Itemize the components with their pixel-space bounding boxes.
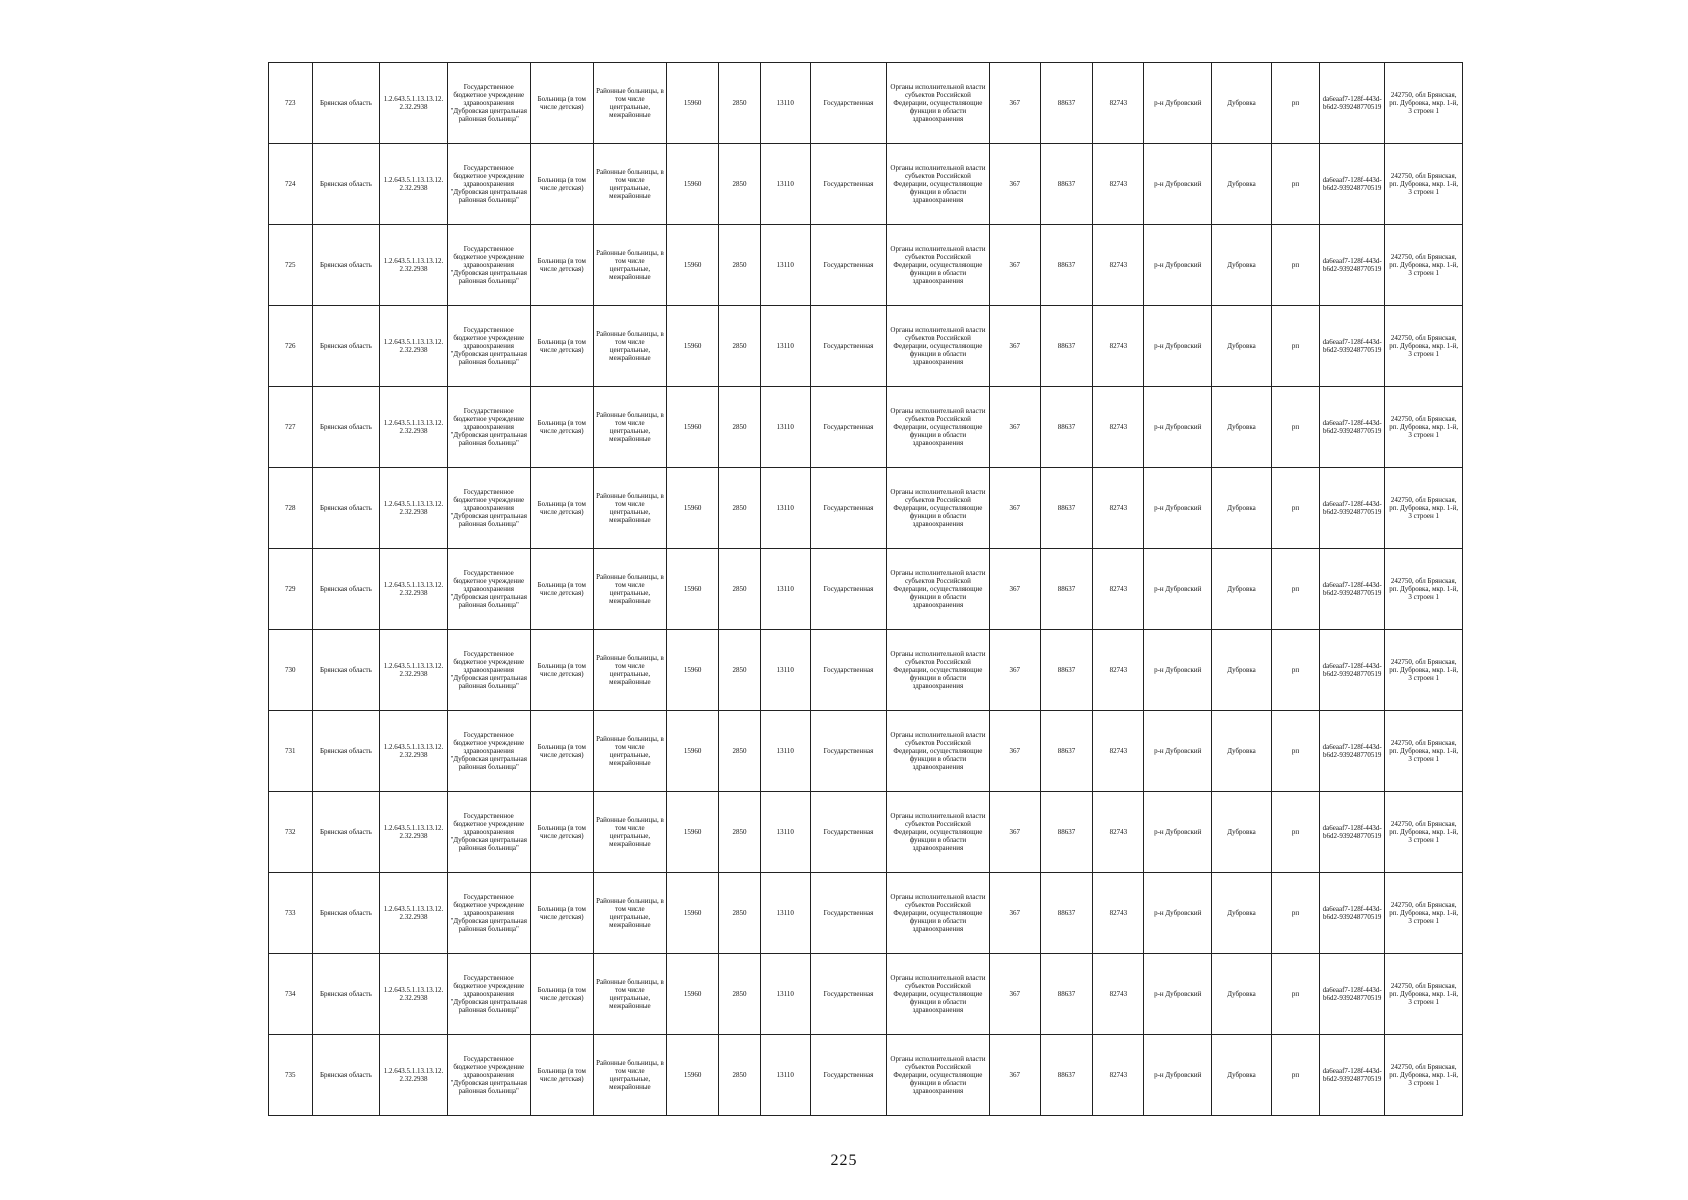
cell-code-a: 367 (989, 225, 1040, 306)
cell-code-b: 88637 (1040, 225, 1092, 306)
cell-code-b: 88637 (1040, 1035, 1092, 1116)
cell-code-c: 82743 (1093, 873, 1144, 954)
cell-row-number: 730 (269, 630, 313, 711)
cell-region: Брянская область (312, 387, 380, 468)
cell-value-a: 2850 (719, 306, 760, 387)
cell-authority: Органы исполнительной власти субъектов Российской Федерации, осуществляющие функции в области здравоохранения (887, 954, 989, 1035)
table-row (269, 306, 1463, 387)
cell-subtype: Районные больницы, в том числе центральные, межрайонные (593, 711, 666, 792)
cell-subtype: Районные больницы, в том числе центральные, межрайонные (593, 387, 666, 468)
cell-type: Больница (в том числе детская) (530, 873, 593, 954)
cell-value-b: 13110 (760, 63, 810, 144)
cell-type: Больница (в том числе детская) (530, 144, 593, 225)
table-row (269, 873, 1463, 954)
cell-guid: da6eaaf7-128f-443d-b6d2-939248770519 (1319, 468, 1384, 549)
cell-settlement-type: рп (1272, 873, 1320, 954)
cell-code-a: 367 (989, 63, 1040, 144)
cell-row-number: 735 (269, 1035, 313, 1116)
cell-code-a: 367 (989, 306, 1040, 387)
cell-guid: da6eaaf7-128f-443d-b6d2-939248770519 (1319, 225, 1384, 306)
cell-oid: 1.2.643.5.1.13.13.12.2.32.2938 (380, 954, 448, 1035)
cell-authority: Органы исполнительной власти субъектов Российской Федерации, осуществляющие функции в области здравоохранения (887, 468, 989, 549)
cell-region: Брянская область (312, 792, 380, 873)
cell-value-b: 13110 (760, 711, 810, 792)
cell-address: 242750, обл Брянская, рп. Дубровка, мкр. 1-й, 3 строен 1 (1385, 387, 1463, 468)
cell-settlement: Дубровка (1212, 792, 1272, 873)
cell-settlement: Дубровка (1212, 954, 1272, 1035)
cell-capacity: 15960 (666, 711, 718, 792)
cell-row-number: 732 (269, 792, 313, 873)
cell-code-c: 82743 (1093, 225, 1144, 306)
cell-region: Брянская область (312, 225, 380, 306)
cell-oid: 1.2.643.5.1.13.13.12.2.32.2938 (380, 1035, 448, 1116)
cell-code-c: 82743 (1093, 711, 1144, 792)
cell-code-c: 82743 (1093, 387, 1144, 468)
cell-district: р-н Дубровский (1144, 873, 1212, 954)
cell-settlement-type: рп (1272, 549, 1320, 630)
cell-code-c: 82743 (1093, 954, 1144, 1035)
cell-address: 242750, обл Брянская, рп. Дубровка, мкр. 1-й, 3 строен 1 (1385, 1035, 1463, 1116)
cell-type: Больница (в том числе детская) (530, 711, 593, 792)
cell-organization: Государственное бюджетное учреждение здравоохранения "Дубровская центральная районная больница" (447, 1035, 530, 1116)
cell-address: 242750, обл Брянская, рп. Дубровка, мкр. 1-й, 3 строен 1 (1385, 549, 1463, 630)
cell-address: 242750, обл Брянская, рп. Дубровка, мкр. 1-й, 3 строен 1 (1385, 468, 1463, 549)
cell-code-c: 82743 (1093, 144, 1144, 225)
cell-authority: Органы исполнительной власти субъектов Российской Федерации, осуществляющие функции в области здравоохранения (887, 144, 989, 225)
cell-code-a: 367 (989, 711, 1040, 792)
cell-type: Больница (в том числе детская) (530, 630, 593, 711)
cell-capacity: 15960 (666, 792, 718, 873)
cell-settlement: Дубровка (1212, 387, 1272, 468)
cell-ownership: Государственная (810, 1035, 886, 1116)
cell-code-a: 367 (989, 468, 1040, 549)
cell-district: р-н Дубровский (1144, 1035, 1212, 1116)
cell-oid: 1.2.643.5.1.13.13.12.2.32.2938 (380, 306, 448, 387)
cell-code-b: 88637 (1040, 63, 1092, 144)
table-row (269, 225, 1463, 306)
cell-code-b: 88637 (1040, 630, 1092, 711)
cell-code-b: 88637 (1040, 711, 1092, 792)
cell-guid: da6eaaf7-128f-443d-b6d2-939248770519 (1319, 873, 1384, 954)
cell-code-a: 367 (989, 144, 1040, 225)
cell-ownership: Государственная (810, 549, 886, 630)
cell-organization: Государственное бюджетное учреждение здравоохранения "Дубровская центральная районная больница" (447, 306, 530, 387)
cell-district: р-н Дубровский (1144, 711, 1212, 792)
cell-code-c: 82743 (1093, 792, 1144, 873)
cell-guid: da6eaaf7-128f-443d-b6d2-939248770519 (1319, 387, 1384, 468)
cell-code-c: 82743 (1093, 549, 1144, 630)
cell-code-b: 88637 (1040, 549, 1092, 630)
cell-guid: da6eaaf7-128f-443d-b6d2-939248770519 (1319, 63, 1384, 144)
cell-value-b: 13110 (760, 549, 810, 630)
cell-settlement: Дубровка (1212, 1035, 1272, 1116)
cell-address: 242750, обл Брянская, рп. Дубровка, мкр. 1-й, 3 строен 1 (1385, 306, 1463, 387)
table-row (269, 711, 1463, 792)
cell-address: 242750, обл Брянская, рп. Дубровка, мкр. 1-й, 3 строен 1 (1385, 63, 1463, 144)
cell-guid: da6eaaf7-128f-443d-b6d2-939248770519 (1319, 711, 1384, 792)
cell-code-b: 88637 (1040, 954, 1092, 1035)
cell-settlement-type: рп (1272, 63, 1320, 144)
cell-code-b: 88637 (1040, 387, 1092, 468)
cell-subtype: Районные больницы, в том числе центральные, межрайонные (593, 225, 666, 306)
cell-code-c: 82743 (1093, 468, 1144, 549)
cell-settlement: Дубровка (1212, 468, 1272, 549)
cell-guid: da6eaaf7-128f-443d-b6d2-939248770519 (1319, 144, 1384, 225)
cell-ownership: Государственная (810, 387, 886, 468)
cell-capacity: 15960 (666, 873, 718, 954)
cell-district: р-н Дубровский (1144, 468, 1212, 549)
cell-organization: Государственное бюджетное учреждение здравоохранения "Дубровская центральная районная больница" (447, 549, 530, 630)
cell-organization: Государственное бюджетное учреждение здравоохранения "Дубровская центральная районная больница" (447, 63, 530, 144)
cell-address: 242750, обл Брянская, рп. Дубровка, мкр. 1-й, 3 строен 1 (1385, 954, 1463, 1035)
cell-type: Больница (в том числе детская) (530, 954, 593, 1035)
cell-type: Больница (в том числе детская) (530, 225, 593, 306)
cell-oid: 1.2.643.5.1.13.13.12.2.32.2938 (380, 144, 448, 225)
cell-row-number: 723 (269, 63, 313, 144)
cell-district: р-н Дубровский (1144, 63, 1212, 144)
table-row (269, 387, 1463, 468)
cell-address: 242750, обл Брянская, рп. Дубровка, мкр. 1-й, 3 строен 1 (1385, 792, 1463, 873)
cell-region: Брянская область (312, 1035, 380, 1116)
cell-region: Брянская область (312, 954, 380, 1035)
cell-region: Брянская область (312, 468, 380, 549)
cell-authority: Органы исполнительной власти субъектов Российской Федерации, осуществляющие функции в области здравоохранения (887, 225, 989, 306)
cell-organization: Государственное бюджетное учреждение здравоохранения "Дубровская центральная районная больница" (447, 468, 530, 549)
cell-ownership: Государственная (810, 144, 886, 225)
cell-value-a: 2850 (719, 63, 760, 144)
cell-value-b: 13110 (760, 387, 810, 468)
cell-subtype: Районные больницы, в том числе центральные, межрайонные (593, 954, 666, 1035)
cell-row-number: 727 (269, 387, 313, 468)
cell-organization: Государственное бюджетное учреждение здравоохранения "Дубровская центральная районная больница" (447, 711, 530, 792)
cell-code-b: 88637 (1040, 144, 1092, 225)
cell-code-a: 367 (989, 873, 1040, 954)
cell-type: Больница (в том числе детская) (530, 306, 593, 387)
cell-district: р-н Дубровский (1144, 225, 1212, 306)
cell-subtype: Районные больницы, в том числе центральные, межрайонные (593, 792, 666, 873)
cell-code-c: 82743 (1093, 306, 1144, 387)
cell-capacity: 15960 (666, 954, 718, 1035)
registry-table (268, 62, 1463, 1116)
cell-value-b: 13110 (760, 306, 810, 387)
cell-organization: Государственное бюджетное учреждение здравоохранения "Дубровская центральная районная больница" (447, 954, 530, 1035)
cell-code-a: 367 (989, 792, 1040, 873)
cell-capacity: 15960 (666, 306, 718, 387)
cell-code-c: 82743 (1093, 1035, 1144, 1116)
cell-oid: 1.2.643.5.1.13.13.12.2.32.2938 (380, 873, 448, 954)
cell-type: Больница (в том числе детская) (530, 387, 593, 468)
cell-guid: da6eaaf7-128f-443d-b6d2-939248770519 (1319, 630, 1384, 711)
cell-code-c: 82743 (1093, 630, 1144, 711)
table-row (269, 63, 1463, 144)
cell-authority: Органы исполнительной власти субъектов Российской Федерации, осуществляющие функции в области здравоохранения (887, 630, 989, 711)
cell-value-b: 13110 (760, 873, 810, 954)
cell-capacity: 15960 (666, 63, 718, 144)
cell-value-a: 2850 (719, 387, 760, 468)
cell-code-b: 88637 (1040, 306, 1092, 387)
cell-settlement-type: рп (1272, 306, 1320, 387)
cell-oid: 1.2.643.5.1.13.13.12.2.32.2938 (380, 387, 448, 468)
table-row (269, 144, 1463, 225)
cell-code-c: 82743 (1093, 63, 1144, 144)
page-number: 225 (830, 1152, 858, 1169)
cell-value-b: 13110 (760, 630, 810, 711)
cell-subtype: Районные больницы, в том числе центральные, межрайонные (593, 306, 666, 387)
cell-region: Брянская область (312, 630, 380, 711)
cell-row-number: 725 (269, 225, 313, 306)
cell-region: Брянская область (312, 144, 380, 225)
cell-ownership: Государственная (810, 873, 886, 954)
cell-ownership: Государственная (810, 306, 886, 387)
cell-value-b: 13110 (760, 468, 810, 549)
cell-capacity: 15960 (666, 549, 718, 630)
cell-authority: Органы исполнительной власти субъектов Российской Федерации, осуществляющие функции в области здравоохранения (887, 306, 989, 387)
cell-guid: da6eaaf7-128f-443d-b6d2-939248770519 (1319, 549, 1384, 630)
cell-settlement-type: рп (1272, 468, 1320, 549)
cell-district: р-н Дубровский (1144, 630, 1212, 711)
cell-region: Брянская область (312, 63, 380, 144)
cell-value-a: 2850 (719, 873, 760, 954)
cell-value-a: 2850 (719, 630, 760, 711)
cell-subtype: Районные больницы, в том числе центральные, межрайонные (593, 1035, 666, 1116)
cell-row-number: 729 (269, 549, 313, 630)
cell-value-b: 13110 (760, 225, 810, 306)
cell-code-a: 367 (989, 387, 1040, 468)
cell-settlement-type: рп (1272, 954, 1320, 1035)
cell-type: Больница (в том числе детская) (530, 63, 593, 144)
cell-district: р-н Дубровский (1144, 792, 1212, 873)
cell-oid: 1.2.643.5.1.13.13.12.2.32.2938 (380, 630, 448, 711)
cell-ownership: Государственная (810, 225, 886, 306)
table-row (269, 549, 1463, 630)
cell-type: Больница (в том числе детская) (530, 549, 593, 630)
cell-type: Больница (в том числе детская) (530, 1035, 593, 1116)
table-row (269, 1035, 1463, 1116)
cell-ownership: Государственная (810, 468, 886, 549)
cell-authority: Органы исполнительной власти субъектов Российской Федерации, осуществляющие функции в области здравоохранения (887, 792, 989, 873)
cell-authority: Органы исполнительной власти субъектов Российской Федерации, осуществляющие функции в области здравоохранения (887, 711, 989, 792)
cell-subtype: Районные больницы, в том числе центральные, межрайонные (593, 549, 666, 630)
cell-value-a: 2850 (719, 225, 760, 306)
cell-settlement-type: рп (1272, 144, 1320, 225)
cell-oid: 1.2.643.5.1.13.13.12.2.32.2938 (380, 549, 448, 630)
cell-settlement-type: рп (1272, 1035, 1320, 1116)
cell-address: 242750, обл Брянская, рп. Дубровка, мкр. 1-й, 3 строен 1 (1385, 225, 1463, 306)
cell-oid: 1.2.643.5.1.13.13.12.2.32.2938 (380, 225, 448, 306)
cell-capacity: 15960 (666, 630, 718, 711)
cell-code-a: 367 (989, 630, 1040, 711)
cell-row-number: 724 (269, 144, 313, 225)
cell-value-a: 2850 (719, 549, 760, 630)
cell-subtype: Районные больницы, в том числе центральные, межрайонные (593, 873, 666, 954)
cell-district: р-н Дубровский (1144, 954, 1212, 1035)
cell-authority: Органы исполнительной власти субъектов Российской Федерации, осуществляющие функции в области здравоохранения (887, 1035, 989, 1116)
cell-authority: Органы исполнительной власти субъектов Российской Федерации, осуществляющие функции в области здравоохранения (887, 387, 989, 468)
cell-district: р-н Дубровский (1144, 387, 1212, 468)
cell-settlement: Дубровка (1212, 630, 1272, 711)
cell-capacity: 15960 (666, 1035, 718, 1116)
cell-row-number: 733 (269, 873, 313, 954)
cell-capacity: 15960 (666, 387, 718, 468)
cell-region: Брянская область (312, 306, 380, 387)
cell-oid: 1.2.643.5.1.13.13.12.2.32.2938 (380, 468, 448, 549)
table-body (269, 63, 1463, 1116)
cell-authority: Органы исполнительной власти субъектов Российской Федерации, осуществляющие функции в области здравоохранения (887, 549, 989, 630)
cell-code-a: 367 (989, 549, 1040, 630)
cell-row-number: 726 (269, 306, 313, 387)
cell-value-b: 13110 (760, 1035, 810, 1116)
cell-settlement-type: рп (1272, 711, 1320, 792)
table-row (269, 954, 1463, 1035)
cell-district: р-н Дубровский (1144, 549, 1212, 630)
cell-code-b: 88637 (1040, 468, 1092, 549)
table-row (269, 630, 1463, 711)
cell-guid: da6eaaf7-128f-443d-b6d2-939248770519 (1319, 1035, 1384, 1116)
cell-capacity: 15960 (666, 468, 718, 549)
cell-address: 242750, обл Брянская, рп. Дубровка, мкр. 1-й, 3 строен 1 (1385, 711, 1463, 792)
cell-row-number: 728 (269, 468, 313, 549)
cell-guid: da6eaaf7-128f-443d-b6d2-939248770519 (1319, 954, 1384, 1035)
cell-ownership: Государственная (810, 792, 886, 873)
cell-organization: Государственное бюджетное учреждение здравоохранения "Дубровская центральная районная больница" (447, 387, 530, 468)
cell-subtype: Районные больницы, в том числе центральные, межрайонные (593, 468, 666, 549)
cell-organization: Государственное бюджетное учреждение здравоохранения "Дубровская центральная районная больница" (447, 792, 530, 873)
cell-settlement-type: рп (1272, 630, 1320, 711)
cell-code-a: 367 (989, 954, 1040, 1035)
cell-settlement: Дубровка (1212, 225, 1272, 306)
cell-region: Брянская область (312, 711, 380, 792)
table-row (269, 468, 1463, 549)
cell-ownership: Государственная (810, 711, 886, 792)
cell-code-b: 88637 (1040, 873, 1092, 954)
cell-value-a: 2850 (719, 711, 760, 792)
cell-settlement: Дубровка (1212, 873, 1272, 954)
cell-oid: 1.2.643.5.1.13.13.12.2.32.2938 (380, 792, 448, 873)
cell-row-number: 731 (269, 711, 313, 792)
cell-district: р-н Дубровский (1144, 306, 1212, 387)
cell-authority: Органы исполнительной власти субъектов Российской Федерации, осуществляющие функции в области здравоохранения (887, 63, 989, 144)
cell-address: 242750, обл Брянская, рп. Дубровка, мкр. 1-й, 3 строен 1 (1385, 630, 1463, 711)
cell-region: Брянская область (312, 873, 380, 954)
cell-value-a: 2850 (719, 468, 760, 549)
cell-settlement-type: рп (1272, 225, 1320, 306)
cell-settlement: Дубровка (1212, 63, 1272, 144)
cell-type: Больница (в том числе детская) (530, 468, 593, 549)
cell-settlement: Дубровка (1212, 306, 1272, 387)
cell-region: Брянская область (312, 549, 380, 630)
cell-ownership: Государственная (810, 630, 886, 711)
cell-type: Больница (в том числе детская) (530, 792, 593, 873)
cell-organization: Государственное бюджетное учреждение здравоохранения "Дубровская центральная районная больница" (447, 630, 530, 711)
registry-sheet (268, 62, 1463, 1116)
cell-guid: da6eaaf7-128f-443d-b6d2-939248770519 (1319, 306, 1384, 387)
cell-value-a: 2850 (719, 144, 760, 225)
cell-settlement: Дубровка (1212, 144, 1272, 225)
cell-address: 242750, обл Брянская, рп. Дубровка, мкр. 1-й, 3 строен 1 (1385, 873, 1463, 954)
table-row (269, 792, 1463, 873)
cell-code-b: 88637 (1040, 792, 1092, 873)
cell-oid: 1.2.643.5.1.13.13.12.2.32.2938 (380, 63, 448, 144)
cell-value-b: 13110 (760, 954, 810, 1035)
cell-code-a: 367 (989, 1035, 1040, 1116)
cell-organization: Государственное бюджетное учреждение здравоохранения "Дубровская центральная районная больница" (447, 873, 530, 954)
cell-ownership: Государственная (810, 63, 886, 144)
cell-subtype: Районные больницы, в том числе центральные, межрайонные (593, 630, 666, 711)
cell-capacity: 15960 (666, 144, 718, 225)
cell-value-a: 2850 (719, 792, 760, 873)
cell-authority: Органы исполнительной власти субъектов Российской Федерации, осуществляющие функции в области здравоохранения (887, 873, 989, 954)
cell-row-number: 734 (269, 954, 313, 1035)
cell-organization: Государственное бюджетное учреждение здравоохранения "Дубровская центральная районная больница" (447, 144, 530, 225)
cell-settlement: Дубровка (1212, 711, 1272, 792)
cell-subtype: Районные больницы, в том числе центральные, межрайонные (593, 63, 666, 144)
cell-value-a: 2850 (719, 954, 760, 1035)
cell-value-b: 13110 (760, 144, 810, 225)
cell-organization: Государственное бюджетное учреждение здравоохранения "Дубровская центральная районная больница" (447, 225, 530, 306)
cell-ownership: Государственная (810, 954, 886, 1035)
cell-guid: da6eaaf7-128f-443d-b6d2-939248770519 (1319, 792, 1384, 873)
cell-subtype: Районные больницы, в том числе центральные, межрайонные (593, 144, 666, 225)
cell-value-a: 2850 (719, 1035, 760, 1116)
cell-settlement: Дубровка (1212, 549, 1272, 630)
cell-address: 242750, обл Брянская, рп. Дубровка, мкр. 1-й, 3 строен 1 (1385, 144, 1463, 225)
cell-settlement-type: рп (1272, 387, 1320, 468)
cell-value-b: 13110 (760, 792, 810, 873)
cell-capacity: 15960 (666, 225, 718, 306)
cell-settlement-type: рп (1272, 792, 1320, 873)
cell-oid: 1.2.643.5.1.13.13.12.2.32.2938 (380, 711, 448, 792)
cell-district: р-н Дубровский (1144, 144, 1212, 225)
